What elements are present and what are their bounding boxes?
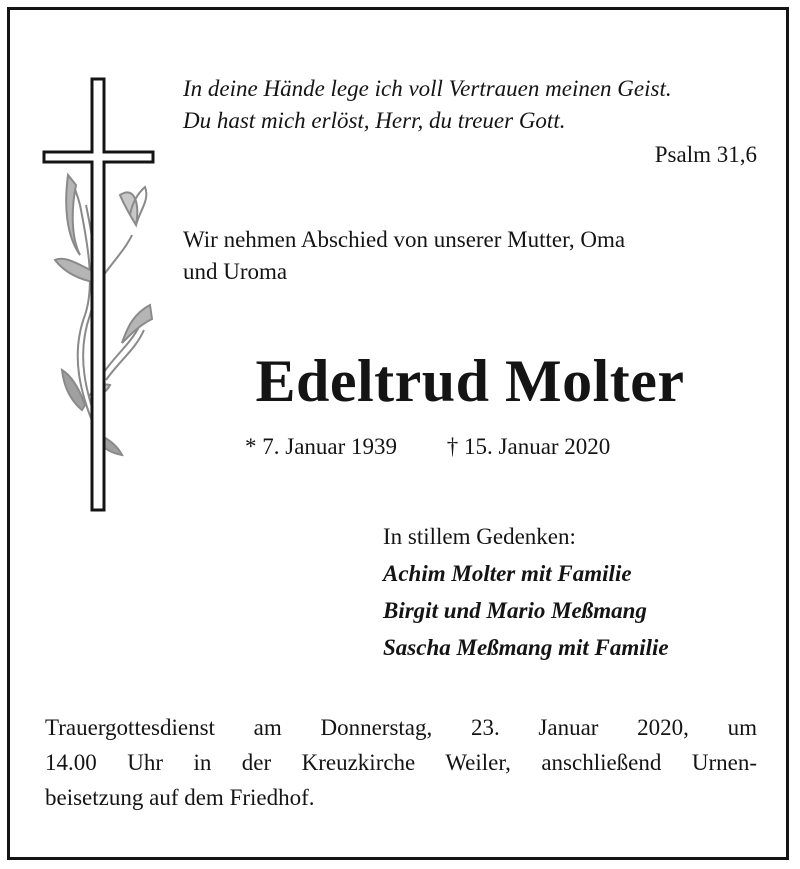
mourner-name: Achim Molter mit Familie [383, 561, 632, 586]
life-dates [245, 431, 610, 463]
cross-icon [40, 75, 160, 515]
service-line: Trauergottesdienst am Donnerstag, 23. Januar 2020, um [45, 715, 757, 740]
deceased-name: Edeltrud Molter [255, 348, 685, 414]
psalm-reference: Psalm 31,6 [654, 142, 757, 167]
service-line: 14.00 Uhr in der Kreuzkirche Weiler, anschließend Urnen- [45, 750, 757, 775]
farewell-line: und Uroma [183, 259, 288, 284]
mourner-name: Birgit und Mario Meßmang [383, 598, 647, 623]
mourners-block [383, 518, 783, 666]
mourner-name: Sascha Meßmang mit Familie [383, 635, 669, 660]
service-line: beisetzung auf dem Friedhof. [45, 785, 315, 810]
birth-date: * 7. Januar 1939 [245, 434, 398, 459]
psalm-quote [183, 73, 763, 137]
mourners-heading: In stillem Gedenken: [383, 524, 576, 549]
psalm-line: In deine Hände lege ich voll Vertrauen meinen Geist. [183, 76, 672, 101]
farewell-text [183, 224, 773, 288]
psalm-line: Du hast mich erlöst, Herr, du treuer Gott. [183, 108, 566, 133]
service-info [45, 710, 757, 815]
farewell-line: Wir nehmen Abschied von unserer Mutter, Oma [183, 227, 626, 252]
death-date: † 15. Januar 2020 [446, 434, 611, 459]
